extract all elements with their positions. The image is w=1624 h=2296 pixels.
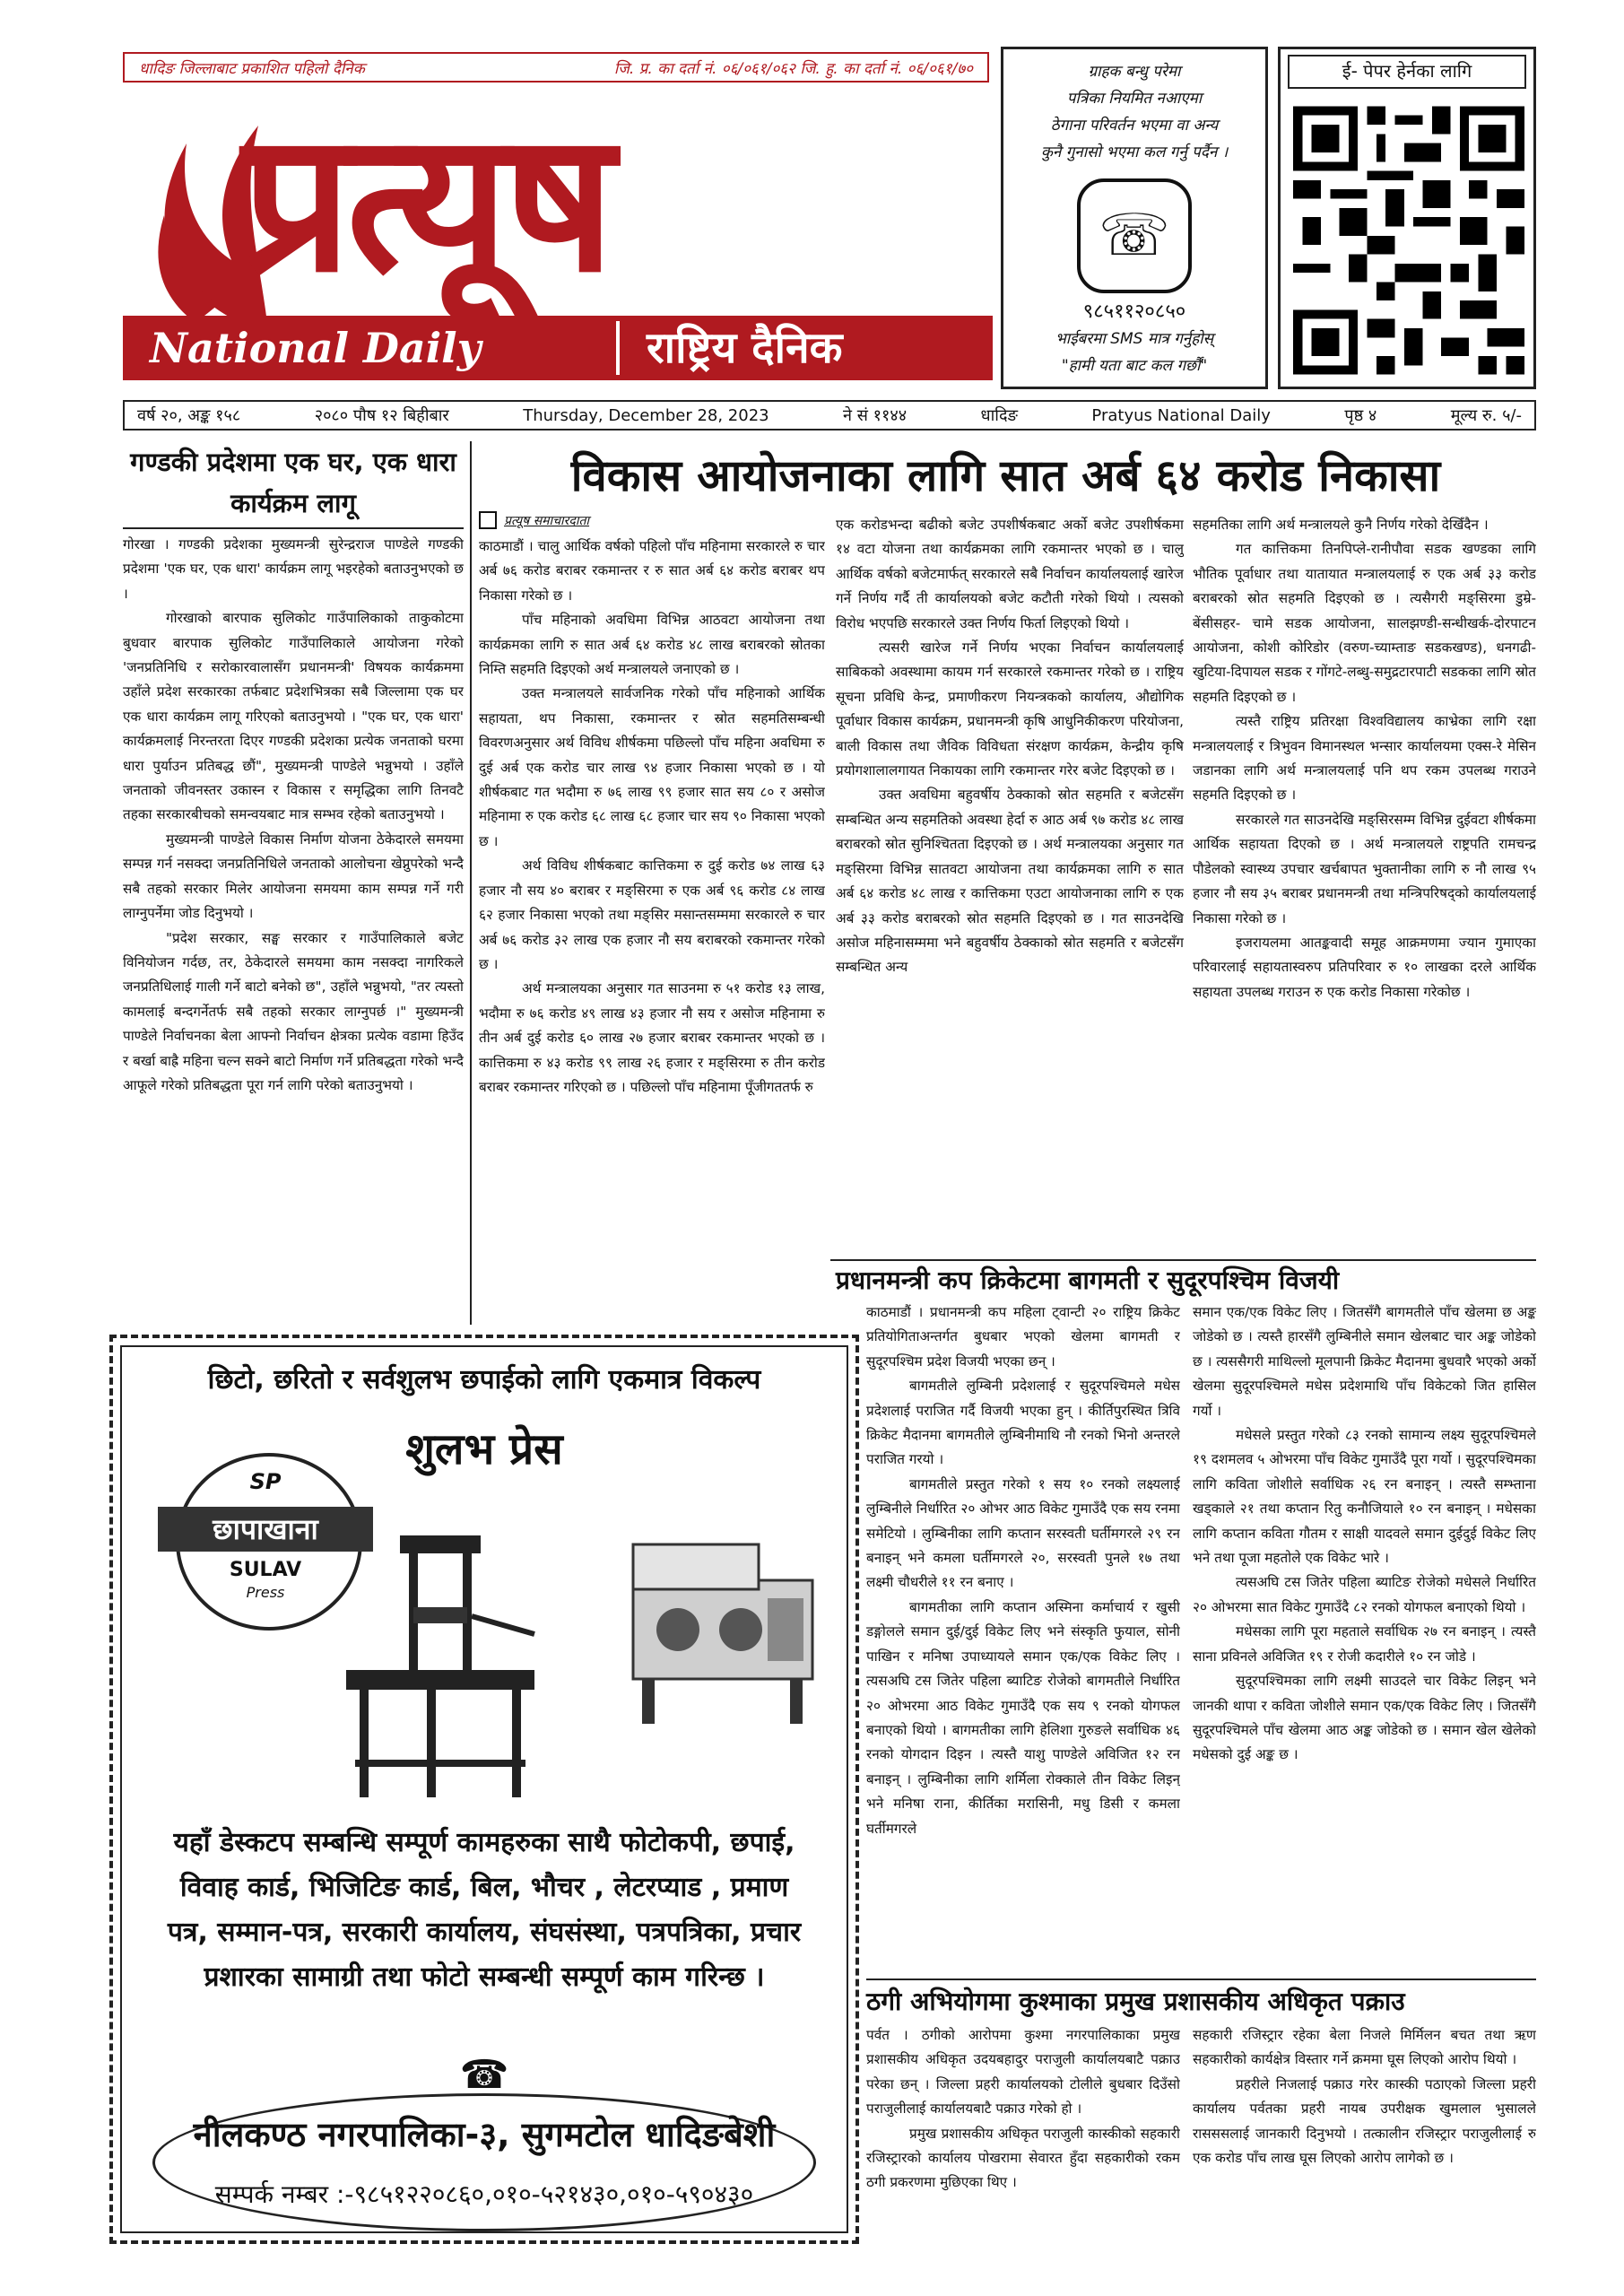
story-paragraph: "प्रदेश सरकार, सङ्घ सरकार र गाउँपालिकाले बजेट विनियोजन गर्दछ, तर, ठेकेदारले समयमा काम नसक्दा नागरिकले जनप्रतिधिलाई गाली गर्ने बाटो बनेको छ", उहाँले भन्नुभयो, "तर त्यस्तो कामलाई बन्दगर्नेतर्फ सबै तहको सरकार लाग्नुपर्छ ।" मुख्यमन्त्री पाण्डेले निर्वाचनका बेला आफ्नो निर्वाचन क्षेत्रका प्रत्येक वडामा हिउँद र बर्खा बाह्रै महिना चल्न सक्ने बाटो निर्माण गर्ने प्रतिबद्धता गरेको भन्दै आफूले गरेको प्रतिबद्धता पूरा गर्न लागि परेको बताउनुभयो । xyxy=(123,929,464,1093)
story-paragraph: उक्त मन्त्रालयले सार्वजनिक गरेको पाँच महिनाको आर्थिक सहायता, थप निकासा, रकमान्तर र स्रोत सहमतिसम्बन्धी विवरणअनुसार अर्थ विविध शीर्षकमा पछिल्लो पाँच महिना अवधिमा रु दुई अर्ब एक करोड चार लाख ९४ हजार निकासा भएको छ । यो शीर्षकबाट गत भदौमा रु ७६ लाख ९९ हजार सात सय ८० र असोज महिनामा रु एक करोड ६८ लाख ६८ हजार चार सय ९० निकासा भएको छ । xyxy=(479,685,825,849)
story-paragraph: प्रहरीले निजलाई पक्राउ गरेर कास्की पठाएको जिल्ला प्रहरी कार्यालय पर्वतका प्रहरी नायब उपरीक्षक खुमलाल भुसालले रासससलाई जानकारी दिनुभयो । तत्कालीन रजिस्ट्रार पराजुलीलाई रु एक करोड पाँच लाख घूस लिएको आरोप लागेको छ । xyxy=(1193,2075,1536,2167)
newspaper-title: प्रत्यूष xyxy=(242,88,610,315)
logo-initials: SP xyxy=(249,1469,282,1494)
section-divider xyxy=(866,1979,1536,1980)
story-paragraph: पर्वत । ठगीको आरोपमा कुश्मा नगरपालिकाका प्रमुख प्रशासकीय अधिकृत उदयबहादुर पराजुली कार्यालयबाटै पक्राउ परेका छन् । जिल्ला प्रहरी कार्यालयको टोलीले बुधबार दिउँसो पराजुलीलाई कार्यालयबाटै पक्राउ गरेको हो । xyxy=(866,2027,1180,2118)
logo-sub: Press xyxy=(246,1584,285,1601)
offset-press-machine-icon xyxy=(624,1526,830,1733)
brand-name-english: National Daily xyxy=(150,324,482,372)
phone-icon: ☎ xyxy=(459,2052,509,2098)
story-arrest-col2 xyxy=(1193,2023,1536,2244)
epaper-box xyxy=(1278,47,1536,389)
notice-line: पत्रिका नियमित नआएमा xyxy=(1066,90,1203,108)
ad-inner-border xyxy=(120,1345,848,2233)
byline-text: प्रत्यूष समाचारदाता xyxy=(504,513,590,528)
ad-title: शुलभ प्रेस xyxy=(405,1424,563,1474)
ad-tagline: छिटो, छरितो र सर्वशुलभ छपाईको लागि एकमात्र विकल्प xyxy=(207,1364,761,1396)
column-divider xyxy=(470,441,472,1325)
paper-name: Pratyus National Daily xyxy=(1091,405,1271,425)
ad-contact-numbers: सम्पर्क नम्बर :-९८५१२२०८६०,०१०-५२१४३०,०१०-५९०४३० xyxy=(214,2179,754,2209)
byline xyxy=(479,511,829,529)
qr-code-icon[interactable] xyxy=(1293,105,1524,376)
story-headline: गण्डकी प्रदेशमा एक घर, एक धारा कार्यक्रम लागू xyxy=(130,447,456,518)
story-paragraph: मधेसले प्रस्तुत गरेको ८३ रनको सामान्य लक्ष्य सुदूरपश्चिमले १९ दशमलव ५ ओभरमा पाँच विकेट गुमाउँदै पूरा गर्यो । सुदूरपश्चिमका लागि कविता जोशीले सर्वाधिक २६ रन बनाइन् । त्यस्तै सम्भ्ताना खड्काले २१ तथा कप्तान रितु कनौजियाले १० रन बनाइन् । मधेसका लागि कप्तान कविता गौतम र साक्षी यादवले समान दुईदुई विकेट लिए भने तथा पूजा महतोले एक विकेट भारे । xyxy=(1193,1427,1536,1567)
ad-address: नीलकण्ठ नगरपालिका-३, सुगमटोल धादिङबेशी xyxy=(193,2115,776,2154)
story-budget-col2 xyxy=(836,513,1184,1254)
story-paragraph: काठमाडौं । चालु आर्थिक वर्षको पहिलो पाँच महिनामा सरकारले रु चार अर्ब ७६ करोड बराबर रकमान्तर र रु सात अर्ब ६४ करोड बराबर थप निकासा गरेको छ । xyxy=(479,538,825,604)
nepal-sambat: ने सं ११४४ xyxy=(843,406,908,425)
story-cricket-col2 xyxy=(1193,1300,1536,1975)
story-water-scheme xyxy=(123,441,464,1320)
story-paragraph: गत कात्तिकमा तिनपिप्ले-रानीपौवा सडक खण्डका लागि भौतिक पूर्वाधार तथा यातायात मन्त्रालयलाई रु एक अर्ब ३३ करोड बराबरको स्रोत सहमति दिइएको छ । त्यसैगरी मङ्सिरमा डुम्रे-बेंसीसहर- चामे सडक आयोजना, सालझण्डी-सन्धीखर्क-दोरपाटन आयोजना, कोशी कोरिडोर (वरुण-च्याम्ताङ सडकखण्ड), धनगढी-खुटिया-दिपायल सडक र गोंगटे-लब्धु-समुद्रटारपाटी सडकका लागि स्रोत सहमति दिइएको छ । xyxy=(1193,541,1536,705)
ad-body-text: यहाँ डेस्कटप सम्बन्धि सम्पूर्ण कामहरुका साथै फोटोकपी, छपाई, विवाह कार्ड, भिजिटिङ कार्ड, बिल, भौचर , लेटरप्याड , प्रमाण पत्र, सम्मान-पत्र, सरकारी कार्यालय, संघसंस्था, पत्रपत्रिका, प्रचार प्रशारका सामाग्री तथा फोटो सम्बन्धी सम्पूर्ण काम गरिन्छ । xyxy=(167,1827,802,1993)
story-paragraph: सहकारी रजिस्ट्रार रहेका बेला निजले मिर्मिलन बचत तथा ऋण सहकारीको कार्यक्षेत्र विस्तार गर्ने क्रममा घूस लिएको आरोप थियो । xyxy=(1193,2027,1536,2068)
story-paragraph: सहमतिका लागि अर्थ मन्त्रालयले कुनै निर्णय गरेको देखिँदैन । xyxy=(1193,517,1489,533)
masthead-tagline: धादिङ जिल्लाबाट प्रकाशित पहिलो दैनिक xyxy=(139,59,365,78)
masthead-registration-strip xyxy=(123,52,989,83)
story-paragraph: बागमतीका लागि कप्तान अस्मिना कर्माचार्य र खुसी डङ्गोलले समान दुई/दुई विकेट लिए भने संस्कृति फुयाल, सोनी पाखिन र मनिषा उपाध्यायले समान एक/एक विकेट लिए । त्यसअघि टस जितेर पहिला ब्याटिङ रोजेको बागमतीले निर्धारित २० ओभरमा आठ विकेट गुमाउँदै एक सय ९ रनको योगफल बनाएको थियो । बागमतीका लागि हेलिशा गुरुङले सर्वाधिक ४६ रनको योगदान दिइन । त्यस्तै याशु पाण्डेले अविजित १२ रन बनाइन् । लुम्बिनीका लागि शर्मिला रोक्काले तीन विकेट लिइन् भने मनिषा राना, कीर्तिका मरासिनी, मधु डिसी र कमला घर्तीमगरले xyxy=(866,1598,1180,1837)
story-paragraph: प्रमुख प्रशासकीय अधिकृत पराजुली कास्कीको सहकारी रजिस्ट्रारको कार्यालय पोखरामा सेवारत हुँदा सहकारीको रकम ठगी प्रकरणमा मुछिएका थिए । xyxy=(866,2125,1180,2191)
brand-name-nepali: राष्ट्रिय दैनिक xyxy=(616,321,843,375)
issue-info-bar xyxy=(123,400,1536,430)
story-paragraph: त्यसरी खारेज गर्ने निर्णय भएका निर्वाचन कार्यालयलाई साबिकको अवस्थामा कायम गर्न सरकारले रकमान्तर गरेको छ । राष्ट्रिय सूचना प्रविधि केन्द्र, प्रमाणीकरण नियन्त्रकको कार्यालय, औद्योगिक पूर्वाधार विकास कार्यक्रम, प्रधानमन्त्री कृषि आधुनिकीकरण परियोजना, बाली विकास तथा जैविक विविधता संरक्षण कार्यक्रम, केन्द्रीय कृषि प्रयोगशालालगायत निकायका लागि रकमान्तर गरेर बजेट दिइएको छ । xyxy=(836,639,1184,779)
place: धादिङ xyxy=(980,406,1018,425)
story-paragraph: अर्थ विविध शीर्षकबाट कात्तिकमा रु दुई करोड ७४ लाख ६३ हजार नौ सय ४० बराबर र मङ्सिरमा रु एक अर्ब ९६ करोड ८४ लाख ६२ हजार निकासा भएको तथा मङ्सिर मसान्तसम्ममा सरकारले रु चार अर्ब ७६ करोड ३२ लाख एक हजार नौ सय बराबरको रकमान्तर गरेको छ । xyxy=(479,857,825,972)
cricket-headline: प्रधानमन्त्री कप क्रिकेटमा बागमती र सुदूरपश्चिम विजयी xyxy=(836,1265,1340,1295)
epaper-label: ई- पेपर हेर्नका लागि xyxy=(1288,55,1526,89)
story-paragraph: समान एक/एक विकेट लिए । जितसँगै बागमतीले पाँच खेलमा छ अङ्क जोडेको छ । त्यस्तै हारसँगै लुम्बिनीले समान खेलबाट चार अङ्क जोडेको छ । त्यससैगरी माथिल्लो मूलपानी क्रिकेट मैदानमा बुधवारै भएको अर्को खेलमा सुदूरपश्चिमले मधेस प्रदेशमाथि पाँच विकेटको जित हासिल गर्यो । xyxy=(1193,1304,1536,1419)
lead-headline: विकास आयोजनाका लागि सात अर्ब ६४ करोड निकासा xyxy=(570,450,1441,501)
printing-press-advertisement xyxy=(109,1335,859,2244)
notice-line: ठेगाना परिवर्तन भएमा वा अन्य xyxy=(1050,117,1219,135)
story-paragraph: काठमाडौं । प्रधानमन्त्री कप महिला ट्वान्टी २० राष्ट्रिय क्रिकेट प्रतियोगिताअन्तर्गत बुधबार भएको खेलमा बागमती र सुदूरपश्चिम प्रदेश विजयी भएका छन् । xyxy=(866,1304,1180,1370)
notice-line: ग्राहक बन्धु परेमा xyxy=(1088,63,1181,81)
story-paragraph: बागमतीले प्रस्तुत गरेको १ सय १० रनको लक्ष्यलाई लुम्बिनीले निर्धारित २० ओभर आठ विकेट गुमाउँदै एक सय रनमा समेटियो । लुम्बिनीका लागि कप्तान सरस्वती घर्तीमगरले २९ रन बनाइन् भने कमला घर्तीमगरले २०, सरस्वती पुनले १७ तथा लक्ष्मी चौधरीले ११ रन बनाए । xyxy=(866,1475,1180,1591)
story-budget-col3 xyxy=(1193,513,1536,1254)
story-paragraph: त्यसअघि टस जितेर पहिला ब्याटिङ रोजेको मधेसले निर्धारित २० ओभरमा सात विकेट गुमाउँदै ८२ रनको योगफल बनाएको थियो । xyxy=(1193,1574,1536,1615)
subscriber-notice xyxy=(1001,47,1268,389)
story-paragraph: गोरखाको बारपाक सुलिकोट गाउँपालिकाको ताकुकोटमा बुधवार बारपाक सुलिकोट गाउँपालिकाले आयोजना गरेको 'जनप्रतिनिधि र सरोकारवालासँग प्रधानमन्त्री' विषयक कार्यक्रममा उहाँले प्रदेश सरकारका तर्फबाट प्रदेशभित्रका सबै जिल्लामा एक घर एक धारा कार्यक्रम लागू गरिएको बताउनुभयो । "एक घर, एक धारा' कार्यक्रमलाई निरन्तरता दिएर गण्डकी प्रदेशका प्रत्येक जनताको घरमा धारा पुर्याउन प्रतिबद्ध छौं", मुख्यमन्त्री पाण्डेले भन्नुभयो । उहाँले जनताको जीवनस्तर उकास्न र विकास र समृद्धिका लागि तिनवटै तहका सरकारबीचको समन्वयबाट मात्र सम्भव रहेको बताउनुभयो । xyxy=(123,610,464,823)
price: मूल्य रु. ५/- xyxy=(1450,406,1522,425)
byline-box-icon xyxy=(479,511,497,529)
story-paragraph: सरकारले गत साउनदेखि मङ्सिरसम्म विभिन्न दुईवटा शीर्षकमा आर्थिक सहायता दिएको छ । अर्थ मन्त्रालयले राष्ट्रपति रामचन्द्र पौडेलको स्वास्थ्य उपचार खर्चबापत भुक्तानीका लागि रु नौ लाख ९५ हजार नौ सय ३५ बराबर प्रधानमन्त्री तथा मन्त्रिपरिषद्को कार्यालयलाई निकासा गरेको छ । xyxy=(1193,811,1536,926)
story-paragraph: मधेसका लागि पूरा महताले सर्वाधिक २७ रन बनाइन् । त्यस्तै साना प्रविनले अविजित १९ र रोजी कदारीले १० रन जोडे । xyxy=(1193,1623,1536,1665)
story-arrest-col1 xyxy=(866,2023,1180,2244)
story-budget-col1 xyxy=(479,535,825,1324)
notice-line: कुनै गुनासो भएमा कल गर्नु पर्दैन । xyxy=(1040,144,1229,161)
logo-name: SULAV xyxy=(229,1559,302,1581)
notice-sms: भाईबरमा SMS मात्र गर्नुहोस् xyxy=(1055,330,1214,348)
arrest-headline: ठगी अभियोगमा कुश्माका प्रमुख प्रशासकीय अधिकृत पक्राउ xyxy=(866,1987,1405,2016)
story-paragraph: अर्थ मन्त्रालयका अनुसार गत साउनमा रु ५१ करोड १३ लाख, भदौमा रु ७६ करोड ४९ लाख ४३ हजार नौ सय र असोज महिनामा रु तीन अर्ब दुई करोड ६० लाख २७ हजार बराबर रकमान्तर भएको छ । कात्तिकमा रु ४३ करोड ९९ लाख २६ हजार र मङ्सिरमा रु तीन करोड बराबर रकमान्तर गरिएको छ । पछिल्लो पाँच महिनामा पूँजीगततर्फ रु xyxy=(479,980,825,1095)
story-paragraph: इजरायलमा आतङ्कवादी समूह आक्रमणमा ज्यान गुमाएका परिवारलाई सहायतास्वरुप प्रतिपरिवार रु १० लाखका दरले आर्थिक सहायता उपलब्ध गराउन रु एक करोड निकासा गरेकोछ । xyxy=(1193,934,1536,1000)
date-english: Thursday, December 28, 2023 xyxy=(523,405,769,425)
logo-banner: छापाखाना xyxy=(158,1507,373,1552)
hand-press-machine-icon xyxy=(328,1526,552,1805)
story-paragraph: उक्त अवधिमा बहुवर्षीय ठेक्काको स्रोत सहमति र बजेटसँग सम्बन्धित अन्य सहमतिको अवस्था हेर्दा रु आठ अर्ब ९७ करोड ४८ लाख बराबरको स्रोत सुनिश्चितता दिइएको छ । अर्थ मन्त्रालयका अनुसार गत मङ्सिरमा विभिन्न सातवटा आयोजना तथा कार्यक्रमका लागि रु सात अर्ब ६४ करोड ४८ लाख र कात्तिकमा एउटा आयोजनाका लागि रु एक अर्ब ३३ करोड बराबरको स्रोत सहमति दिइएको छ । गत साउनदेखि असोज महिनासम्ममा भने बहुवर्षीय ठेक्काको स्रोत सहमति र बजेटसँग सम्बन्धित अन्य xyxy=(836,787,1184,976)
story-paragraph: पाँच महिनाको अवधिमा विभिन्न आठवटा आयोजना तथा कार्यक्रमका लागि रु सात अर्ब ६४ करोड ४८ लाख बराबरको स्रोतका निम्ति सहमति दिइएको अर्थ मन्त्रालयले जनाएको छ । xyxy=(479,612,825,678)
brand-bar xyxy=(123,316,993,380)
story-paragraph: सुदूरपश्चिमका लागि लक्ष्मी साउदले चार विकेट लिइन् भने जानकी थापा र कविता जोशीले समान एक/एक विकेट लिए । जितसँगै सुदूरपश्चिमले पाँच खेलमा आठ अङ्क जोडेको छ । समान खेल खेलेको मधेसको दुई अङ्क छ । xyxy=(1193,1673,1536,1763)
ad-address-oval xyxy=(152,2093,816,2231)
story-cricket-col1 xyxy=(866,1300,1180,1975)
story-paragraph: एक करोडभन्दा बढीको बजेट उपशीर्षकबाट अर्को बजेट उपशीर्षकमा १४ वटा योजना तथा कार्यक्रमका लागि रकमान्तर भएको छ । चालु आर्थिक वर्षको बजेटमार्फत् सरकारले सबै निर्वाचन कार्यालयलाई खारेज गर्ने निर्णय गर्दै ती कार्यालयको बजेट कटौती गरेको थियो । त्यसको विरोध भएपछि सरकारले उक्त निर्णय फिर्ता लिइएको थियो । xyxy=(836,517,1184,631)
story-paragraph: गोरखा । गण्डकी प्रदेशका मुख्यमन्त्री सुरेन्द्रराज पाण्डेले गण्डकी प्रदेशमा 'एक घर, एक धारा' कार्यक्रम लागू भइरहेको बताउनुभएको छ । xyxy=(123,536,464,602)
viber-phone-icon: ☏ xyxy=(1077,178,1192,293)
notice-slogan: "हामी यता बाट कल गर्छौं" xyxy=(1061,357,1208,375)
masthead-registration: जि. प्र. का दर्ता नं. ०६/०६१/०६२ जि. हु. का दर्ता नं. ०६/०६१/७० xyxy=(613,59,973,78)
issue-volume: वर्ष २०, अङ्क १५८ xyxy=(137,406,241,425)
notice-number: ९८५११२०८५० xyxy=(1082,300,1186,323)
story-paragraph: बागमतीले लुम्बिनी प्रदेशलाई र सुदूरपश्चिमले मधेस प्रदेशलाई पराजित गर्दै विजयी भएका हुन् । कीर्तिपुरस्थित त्रिवि क्रिकेट मैदानमा बागमतीले लुम्बिनीमाथि नौ रनको भिनो अन्तरले पराजित गरयो । xyxy=(866,1378,1180,1468)
story-paragraph: त्यस्तै राष्ट्रिय प्रतिरक्षा विश्वविद्यालय काभ्रेका लागि रक्षा मन्त्रालयलाई र त्रिभुवन विमानस्थल भन्सार कार्यालयमा एक्स-रे मेसिन जडानका लागि अर्थ मन्त्रालयलाई पनि थप रकम उपलब्ध गराउने सहमति दिइएको छ । xyxy=(1193,713,1536,804)
story-paragraph: मुख्यमन्त्री पाण्डेले विकास निर्माण योजना ठेकेदारले समयमा सम्पन्न गर्न नसक्दा जनप्रतिनिधिले जनताको आलोचना खेप्नुपरेको भन्दै सबै तहको सरकार मिलेर आयोजना समयमा काम सम्पन्न गर्ने गरी लाग्नुपर्नेमा जोड दिनुभयो । xyxy=(123,831,464,922)
page-number: पृष्ठ ४ xyxy=(1344,406,1377,425)
date-nepali: २०८० पौष १२ बिहीबार xyxy=(314,406,449,425)
